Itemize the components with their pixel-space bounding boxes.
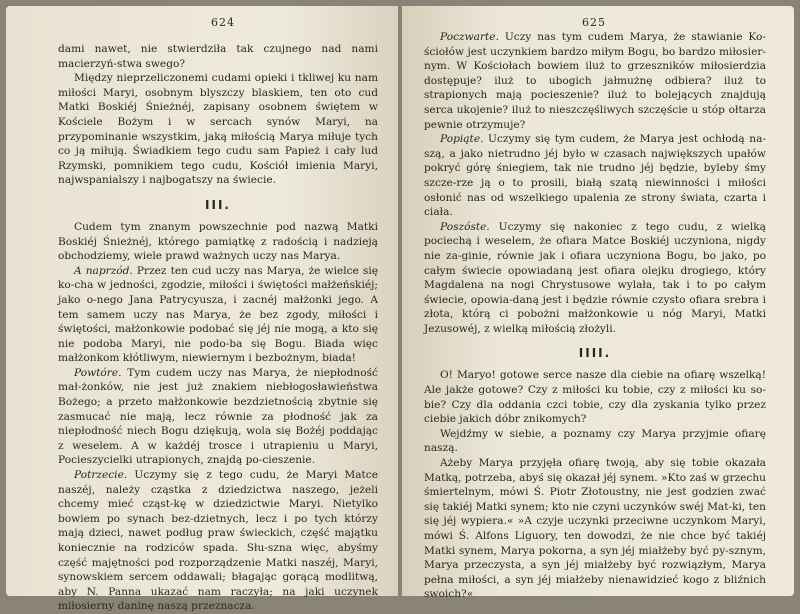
left-paragraph: dami nawet, nie stwierdziła tak czujnego nad nami macierzyń-stwa swego? <box>58 43 378 70</box>
paragraph-body: Przez ten cud uczy nas Marya, że wielce się ko-cha w jedności, zgodzie, miłości i świętości małżeńskiéj; jako o-nego Jana Patrycyusza, i zacnéj małżonki jego. A tem samem uczy nas Marya, że bez zgody, miłości i świętości, małżonkowie podobać się jéj nie mogą, a kto się nie podoba Maryi, nie podo-ba się Bogu. Biada więc małżonkom kłótliwym, niewiernym i bezbożnym, biada! <box>58 264 378 365</box>
paragraph-lead: Potrzecie. <box>74 469 128 482</box>
paragraph-body: Uczymy się z tego cudu, że Maryi Matce naszéj, należy cząstka z dziedzictwa naszego, jeżeli chcemy mieć cząst-kę w dziedzictwie Maryi. Nietylko bowiem po synach bez-dzietnych, lecz i po tych którzy mają dzieci, nawet podług praw świeckich, część majątku koniecznie na rodziców spada. Słu-szna więc, abyśmy część majętności pod rozporządzenie Matki naszéj, Maryi, synowskiem sercem oddawali; błagając gorącą modlitwą, aby N. Panna ukazać nam raczyła; na jaki uczynek miłosierny daninę naszą przeznacza. <box>58 469 378 613</box>
right-paragraph: Wejdźmy w siebie, a poznamy czy Marya przyjmie ofiarę naszą. <box>424 427 766 455</box>
paragraph-lead: Powtóre. <box>74 366 122 379</box>
left-paragraph <box>58 468 378 614</box>
paragraph-lead: Poczwarte. <box>440 31 499 43</box>
paragraph-body: Uczymy się tym cudem, że Marya jest ochłodą na-szą, a jako nietrudno jéj było w czasach największych upałów pokryć górę śniegiem, tak nie trudno jéj będzie, byleby śmy szcze-rze ją o to prosili, białą szatą niewinności i miłości osłonić nas od wszelkiego upalenia ze strony świata, czarta i ciała. <box>424 133 767 219</box>
right-paragraph <box>424 30 766 132</box>
page-number-left: 624 <box>211 16 235 29</box>
left-paragraph <box>58 264 378 366</box>
section-marker: III. <box>205 197 231 212</box>
section-marker: IIII. <box>578 346 612 361</box>
left-paragraph <box>58 366 378 468</box>
paragraph-body: Uczymy się nakoniec z tego cudu, z wielką pociechą i weselem, że ofiara Matce Boskiéj uczyniona, nigdy nie za-ginie, równie jak i ofiara uczyniona Bogu, bo jako, po całym świecie opowiadaną jest ofiara olejku drogiego, który Magdalena na nogi Chrystusowe wylała, tak i to po całym świecie, opowia-daną jest i będzie równie czysto ofiara srebra i złota, którą ci pobożni małżonkowie u nóg Maryi, Matki Jezusowéj, z wielką miłością złożyli. <box>424 220 766 335</box>
paragraph-lead: Poszóste. <box>440 220 490 233</box>
left-paragraph: Cudem tym znanym powszechnie pod nazwą Matki Boskiéj Śnieżnéj, którego pamiątkę z radością i nadzieją obchodziemy, wiele prawd ważnych uczy nas Marya. <box>58 220 378 263</box>
left-paragraph: Między nieprzeliczonemi cudami opieki i tkliwej ku nam miłości Maryi, osobnym blyszczy blaskiem, ten oto cud Matki Boskiéj Śnieżnéj, zapisany osobnem świętem w Kościele Bożym i w sercach synów Maryi, na przypominanie wszystkim, jaką miłością Marya miłuje tych co ją miłują. Świadkiem tego cudu sam Papież i cały lud Rzymski, pomnikiem tego cudu, Kościół imienia Maryi, najwspanialszy i najbogatszy na świecie. <box>58 72 378 187</box>
paragraph-body: Uczy nas tym cudem Marya, że stawianie Ko-ściołów jest uczynkiem bardzo miłym Bogu, bo bardzo miłosier-nym. W Kościołach bowiem iluż to grzeszników miłosierdzia dostępuje? iluż to ubogich jałmużnę odbiera? iluż to strapionych mają pocieszenie? iluż to bolejących znajdują serca ukojenie? iluż to nieszczęśliwych szczęście u stóp ołtarza pewnie otrzymuje? <box>424 31 766 131</box>
right-page <box>402 6 794 601</box>
right-paragraph: Ażeby Marya przyjęła ofiarę twoją, aby się tobie okazała Matką, potrzeba, abyś się okazał jéj synem. »Kto zaś w grzechu śmiertelnym, mówi Ś. Piotr Złotoustny, nie jest godzien zwać się takiéj Matki synem; kto nie czyni uczynków swéj Mat-ki, ten się jéj wypiera.« »A czyje uczynki przeciwne uczynkom Maryi, mówi Ś. Alfons Liguory, ten dowodzi, że nie chce być takiéj Matki synem, Marya pokorna, a syn jéj miałżeby być py-sznym, Marya przeczysta, a syn jéj miałżeby być rozwiązłym, Marya pełna miłości, a syn jéj miałżeby nienawidzieć kogo z bliźnich swoich?« <box>424 457 766 601</box>
right-paragraph <box>424 220 766 337</box>
paragraph-lead: Popiąte. <box>440 133 484 146</box>
paragraph-body: Tym cudem uczy nas Marya, że niepłodność mał-żonków, nie jest już znakiem niebłogosławieństwa Bożego; a przeto małżonkowie bezdzietnością zbytnie się zasmucać nie mają, lecz równie za płodność jak za niepłodność niech Bogu dziękują, wola się Bożéj poddając z weselem. A w każdéj trosce i utrapieniu u Maryi, Pocieszycielki utrapionych, znajdą po-cieszenie. <box>58 366 378 467</box>
page-number-right: 625 <box>582 16 606 29</box>
left-page <box>6 6 398 613</box>
right-paragraph <box>424 132 766 220</box>
paragraph-lead: A naprzód. <box>74 264 133 277</box>
right-paragraph: O! Maryo! gotowe serce nasze dla ciebie na ofiarę wszelką! Ale jakże gotowe? Czy z miłości ku tobie, czy z miłości ku so-bie? Czy dla oddania czci tobie, czy dla zyskania tylko przez ciebie jakich dóbr znikomych? <box>424 369 766 426</box>
